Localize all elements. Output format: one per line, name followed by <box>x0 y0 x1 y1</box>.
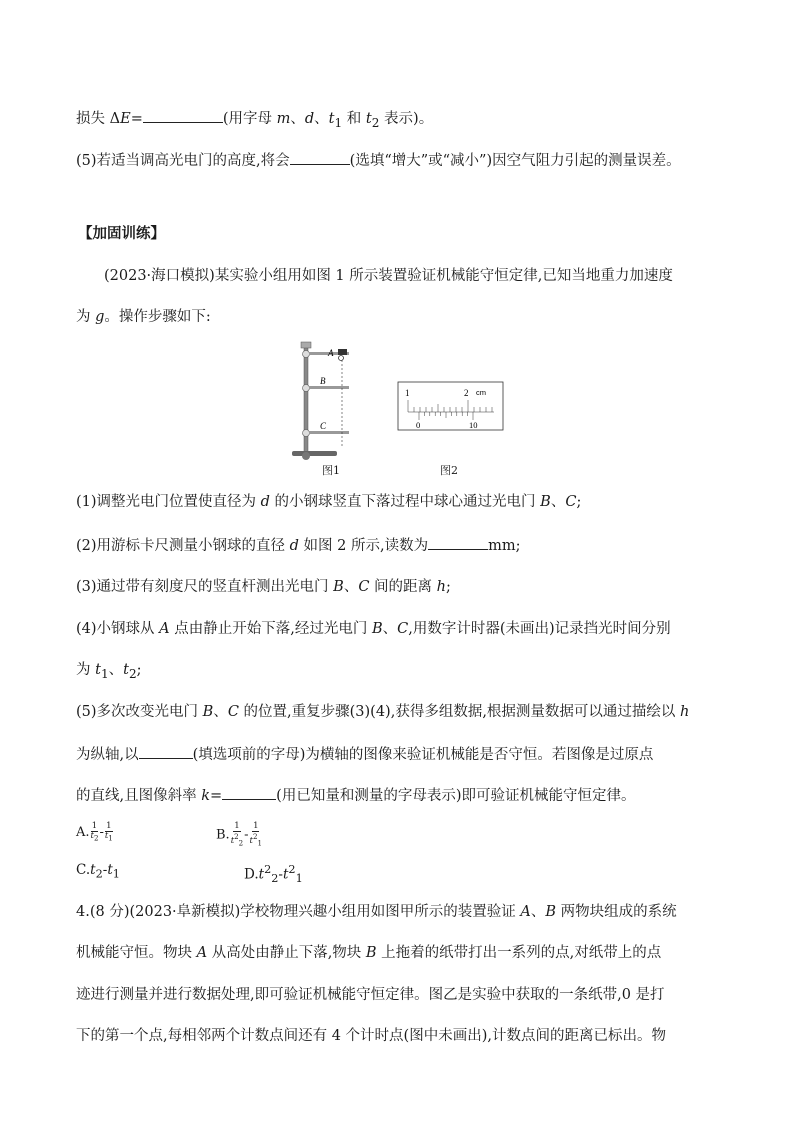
step-2: (2)用游标卡尺测量小钢球的直径 d 如图 2 所示,读数为 mm; <box>76 535 521 556</box>
q4-line-2: 机械能守恒。物块 A 从高处由静止下落,物块 B 上拖着的纸带打出一系列的点,对纸带上的点 <box>76 945 662 961</box>
answer-blank[interactable] <box>222 785 276 800</box>
option-b[interactable]: B. $\frac{1}{t^2_2}$ - $\frac{1}{t^2_1}$ <box>216 821 262 848</box>
option-a[interactable]: A. $\frac{1}{t_2}$ - $\frac{1}{t_1}$ <box>76 821 113 843</box>
apparatus-diagram <box>282 338 512 478</box>
q4-line-4: 下的第一个点,每相邻两个计数点间还有 4 个计时点(图中未画出),计数点间的距离已标出。物 <box>76 1028 666 1044</box>
part5-line: (5)若适当调高光电门的高度,将会 (选填“增大”或“减小”)因空气阻力引起的测量误差。 <box>76 150 681 171</box>
caption-fig2: 图2 <box>440 464 458 477</box>
step-4-cont: 为 $t_1$、$t_2$; <box>76 662 142 681</box>
vernier-10: 10 <box>469 420 478 430</box>
answer-blank[interactable] <box>290 150 350 165</box>
main-scale-2: 2 <box>464 388 469 398</box>
answer-blank[interactable] <box>143 108 223 123</box>
step-4: (4)小钢球从 A 点由静止开始下落,经过光电门 B、C,用数字计时器(未画出)记录挡光时间分别 <box>76 621 671 637</box>
option-c[interactable]: $C.t_2-t_1$ <box>76 862 120 881</box>
q4-line-3: 迹进行测量并进行数据处理,即可验证机械能守恒定律。图乙是实验中获取的一条纸带,0 是打 <box>76 987 665 1003</box>
answer-blank[interactable] <box>428 535 488 550</box>
loss-line: 损失 ΔE= (用字母 m、d、$t_1$ 和 $t_2$ 表示)。 <box>76 108 433 133</box>
answer-blank[interactable] <box>139 744 193 759</box>
section-heading: 【加固训练】 <box>78 225 165 242</box>
label-a: A <box>328 348 334 358</box>
label-b: B <box>320 376 326 386</box>
q4-line-1: 4.(8 分)(2023·阜新模拟)学校物理兴趣小组用如图甲所示的装置验证 A、B 两物块组成的系统 <box>76 904 677 920</box>
vernier-0: 0 <box>416 420 421 430</box>
step-5: (5)多次改变光电门 B、C 的位置,重复步骤(3)(4),获得多组数据,根据测量数据可以通过描绘以 h <box>76 704 690 720</box>
step-1: (1)调整光电门位置使直径为 d 的小钢球竖直下落过程中球心通过光电门 B、C; <box>76 494 582 510</box>
caliper-box <box>398 382 503 430</box>
step-3: (3)通过带有刻度尺的竖直杆测出光电门 B、C 间的距离 h; <box>76 579 451 595</box>
experiment-figure <box>282 338 512 478</box>
label-c: C <box>320 421 327 431</box>
intro-line-2: 为 g。操作步骤如下: <box>76 309 211 325</box>
unit-label: cm <box>476 388 486 397</box>
main-scale-1: 1 <box>405 388 410 398</box>
step-5-cont: 为纵轴,以 (填选项前的字母)为横轴的图像来验证机械能是否守恒。若图像是过原点 <box>76 744 653 765</box>
option-d[interactable]: $D.t^2_2-t^2_1$ <box>244 863 303 886</box>
step-5-cont-2: 的直线,且图像斜率 k= (用已知量和测量的字母表示)即可验证机械能守恒定律。 <box>76 785 635 806</box>
caption-fig1: 图1 <box>322 464 340 477</box>
intro-line-1: (2023·海口模拟)某实验小组用如图 1 所示装置验证机械能守恒定律,已知当地重力加速度 <box>104 268 673 284</box>
